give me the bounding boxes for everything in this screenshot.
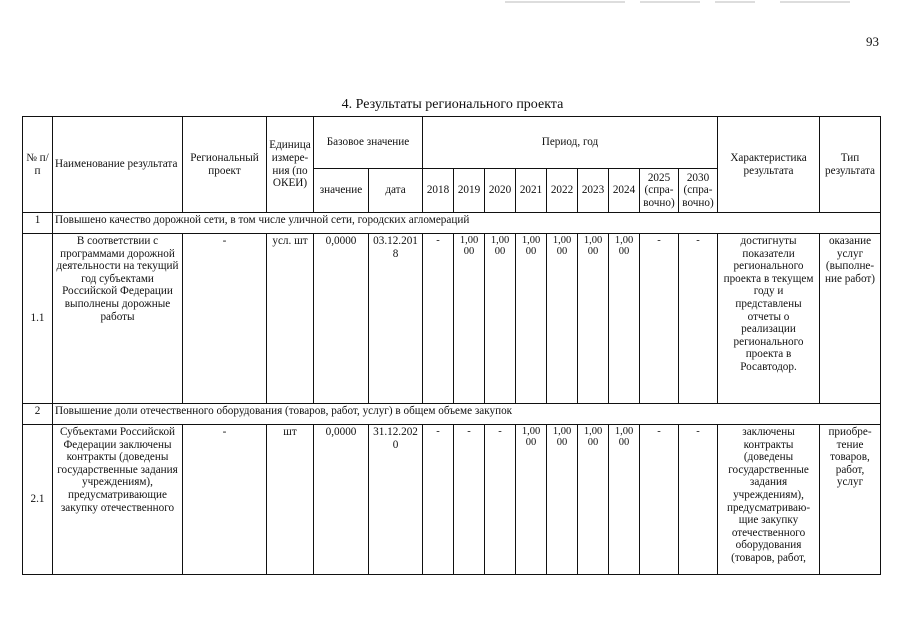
row-name: Субъектами Российской Федерации заключены контракты (доведены государственные задания учреждениям), предусматривающие закупку отечественного <box>53 425 183 575</box>
section-title: Повышение доли отечественного оборудования (товаров, работ, услуг) в общем объеме закупок <box>53 404 881 425</box>
header-year: 2024 <box>609 169 640 213</box>
row-regional-project: - <box>183 425 267 575</box>
header-base-value: Базовое значение <box>314 117 423 169</box>
header-regional-project: Региональный проект <box>183 117 267 213</box>
table-row <box>23 234 881 404</box>
header-base-value-value: значение <box>314 169 369 213</box>
page-title: 4. Результаты регионального проекта <box>341 97 564 112</box>
section-row <box>23 213 881 234</box>
row-year-value: - <box>679 425 718 575</box>
row-base-date: 03.12.2018 <box>369 234 423 404</box>
page-number: 93 <box>866 34 879 49</box>
header-year: 2022 <box>547 169 578 213</box>
row-year-value: 1,00 00 <box>454 234 485 404</box>
row-name: В соответствии с программами дорожной деятельности на текущий год субъектами Российской Федерации выполнены дорожные работы <box>53 234 183 404</box>
row-year-value: - <box>640 234 679 404</box>
header-num: № п/п <box>23 117 53 213</box>
row-year-value: 1,00 00 <box>547 234 578 404</box>
scan-artifact <box>0 0 905 6</box>
row-year-value: 1,00 00 <box>578 234 609 404</box>
section-row <box>23 404 881 425</box>
row-year-value: 1,00 00 <box>485 234 516 404</box>
header-base-value-date: дата <box>369 169 423 213</box>
header-year: 2023 <box>578 169 609 213</box>
row-year-value: - <box>423 234 454 404</box>
row-num: 1.1 <box>23 234 53 404</box>
header-type: Тип результата <box>820 117 881 213</box>
section-num: 2 <box>23 404 53 425</box>
row-type: оказание услуг (выполне-ние работ) <box>820 234 881 404</box>
row-base-value: 0,0000 <box>314 425 369 575</box>
row-year-value: - <box>423 425 454 575</box>
row-year-value: 1,00 00 <box>516 425 547 575</box>
row-year-value: - <box>454 425 485 575</box>
header-year: 2019 <box>454 169 485 213</box>
results-table <box>22 116 881 575</box>
row-year-value: - <box>640 425 679 575</box>
table-row <box>23 425 881 575</box>
row-unit: шт <box>267 425 314 575</box>
row-year-value: - <box>485 425 516 575</box>
section-num: 1 <box>23 213 53 234</box>
row-type: приобре-тение товаров, работ, услуг <box>820 425 881 575</box>
row-year-value: 1,00 00 <box>516 234 547 404</box>
row-unit: усл. шт <box>267 234 314 404</box>
header-name: Наименование результата <box>53 117 183 213</box>
row-characteristic: заключены контракты (доведены государственные задания учреждениям), предусматриваю-щие закупку отечественного оборудования (товаров, работ, <box>718 425 820 575</box>
header-unit: Единица измере-ния (по ОКЕИ) <box>267 117 314 213</box>
section-title: Повышено качество дорожной сети, в том числе уличной сети, городских агломераций <box>53 213 881 234</box>
header-year: 2021 <box>516 169 547 213</box>
row-year-value: 1,00 00 <box>547 425 578 575</box>
row-characteristic: достигнуты показатели регионального проекта в текущем году и представлены отчеты о реализации регионального проекта в Росавтодор. <box>718 234 820 404</box>
row-year-value: 1,00 00 <box>578 425 609 575</box>
row-year-value: - <box>679 234 718 404</box>
row-regional-project: - <box>183 234 267 404</box>
header-year: 2025 (спра-вочно) <box>640 169 679 213</box>
header-year: 2030 (спра-вочно) <box>679 169 718 213</box>
row-base-value: 0,0000 <box>314 234 369 404</box>
row-base-date: 31.12.2020 <box>369 425 423 575</box>
row-num: 2.1 <box>23 425 53 575</box>
header-characteristic: Характеристика результата <box>718 117 820 213</box>
header-year: 2020 <box>485 169 516 213</box>
header-period: Период, год <box>423 117 718 169</box>
row-year-value: 1,00 00 <box>609 425 640 575</box>
header-year: 2018 <box>423 169 454 213</box>
row-year-value: 1,00 00 <box>609 234 640 404</box>
